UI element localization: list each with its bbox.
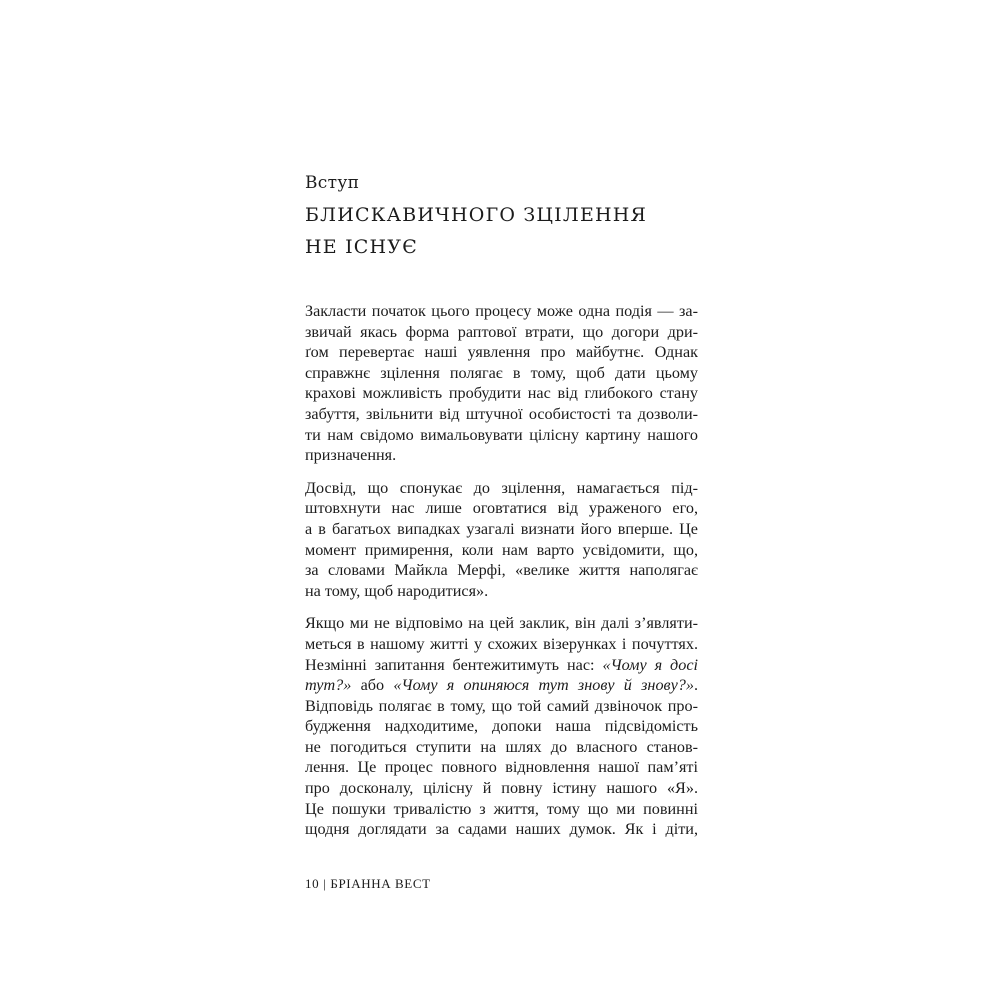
text-fragment: або — [351, 676, 394, 695]
text-line: не погодиться ступити на шлях до власного станов- — [305, 737, 698, 756]
text-line: лення. Це процес повного відновлення нашої пам’яті — [305, 758, 698, 777]
page-number: 10 — [305, 876, 320, 891]
body-text — [305, 301, 698, 852]
paragraph-3 — [305, 613, 698, 840]
text-fragment: Незмінні запитання бентежитимуть нас: — [305, 655, 603, 674]
chapter-title — [305, 199, 705, 263]
text-line: Закласти початок цього процесу може одна подія — за- — [305, 302, 698, 320]
italic-question-1b: тут?» — [305, 676, 352, 695]
paragraph-1 — [305, 301, 698, 466]
text-line: будження надходитиме, допоки наша підсвідомість — [305, 717, 698, 736]
text-line: момент примирення, коли нам варто усвідомити, що, — [305, 540, 698, 559]
text-fragment: . — [693, 676, 698, 695]
text-line: забуття, звільнити від штучної особистості та дозволи- — [305, 404, 698, 423]
text-line: призначення. — [305, 446, 397, 465]
text-line: справжнє зцілення полягає в тому, щоб дати цьому — [305, 363, 698, 382]
text-line: меться в нашому житті у схожих візерунках і почуттях. — [305, 634, 698, 653]
chapter-label: Вступ — [305, 173, 360, 193]
text-line-with-question — [305, 655, 698, 676]
paragraph-2 — [305, 478, 698, 602]
text-line: Досвід, що спонукає до зцілення, намагається під- — [305, 478, 698, 497]
text-line: а в багатьох випадках узагалі визнати його вперше. Це — [305, 519, 698, 538]
text-line: Відповідь полягає в тому, що той самий дзвіночок про- — [305, 696, 698, 715]
footer-separator: | — [323, 876, 327, 891]
text-line: щодня доглядати за садами наших думок. Як і діти, — [305, 820, 698, 839]
running-author: БРІАННА ВЕСТ — [330, 876, 431, 891]
italic-question-2: «Чому я опиняюся тут знову й знову?» — [393, 676, 694, 695]
italic-question-1a: «Чому я досі — [602, 655, 698, 674]
page-footer — [305, 876, 431, 892]
text-line-with-question — [305, 675, 698, 696]
text-line: штовхнути нас лише оговтатися від ураженого его, — [305, 499, 698, 518]
text-line: ти нам свідомо вимальовувати цілісну картину нашого — [305, 425, 698, 444]
text-line: звичай якась форма раптової втрати, що догори дри- — [305, 322, 698, 341]
text-line: ґом перевертає наші уявлення про майбутнє. Однак — [305, 343, 698, 362]
text-line: Це пошуки тривалістю з життя, тому що ми повинні — [305, 799, 698, 818]
chapter-title-line-2: НЕ ІСНУЄ — [305, 236, 418, 258]
text-line: за словами Майкла Мерфі, «велике життя наполягає — [305, 561, 698, 580]
text-line: Якщо ми не відповімо на цей заклик, він далі з’являти- — [305, 614, 698, 633]
text-line: на тому, щоб народитися». — [305, 581, 489, 600]
chapter-title-line-1: БЛИСКАВИЧНОГО ЗЦІЛЕННЯ — [305, 204, 648, 226]
text-line: про досконалу, цілісну й повну істину нашого «Я». — [305, 779, 698, 798]
text-line: крахові можливість пробудити нас від глибокого стану — [305, 384, 698, 403]
